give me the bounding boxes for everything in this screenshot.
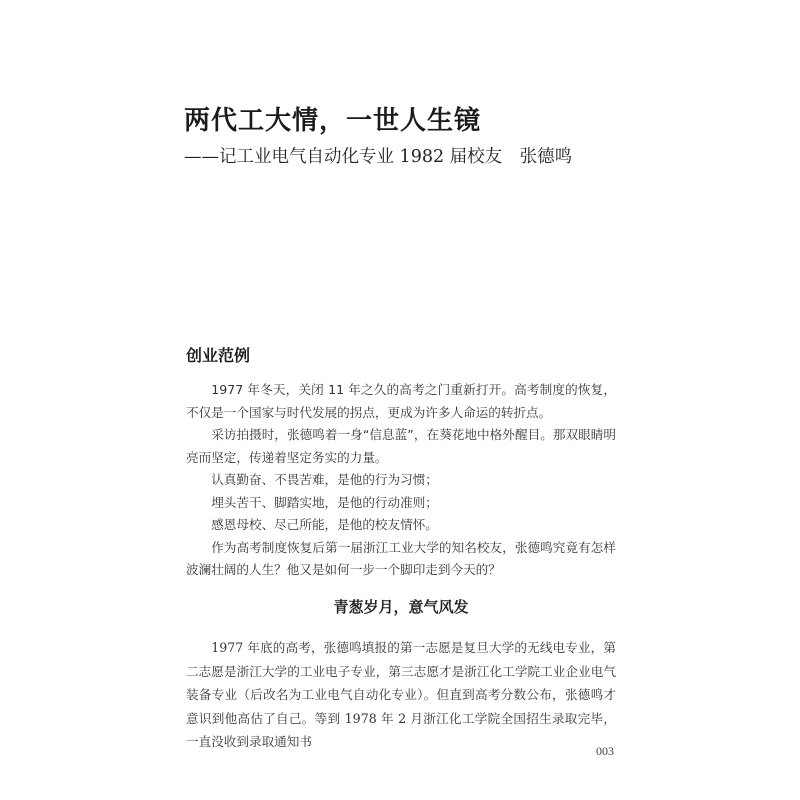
intro-text-block xyxy=(186,379,616,582)
body-text-block xyxy=(186,636,616,754)
section-heading-entrepreneurship: 创业范例 xyxy=(186,346,251,365)
article-title: 两代工大情，一世人生镜 xyxy=(184,106,482,136)
paragraph: 埋头苦干、脚踏实地，是他的行动准则； xyxy=(211,494,438,510)
article-subtitle: ——记工业电气自动化专业 1982 届校友 张德鸣 xyxy=(184,147,573,167)
paragraph: 1977 年冬天，关闭 11 年之久的高考之门重新打开。高考制度的恢复，不仅是一个国家与时代发展的拐点，更成为许多人命运的转折点。 xyxy=(186,382,616,420)
paragraph: 1977 年底的高考，张德鸣填报的第一志愿是复旦大学的无线电专业，第二志愿是浙江大学的工业电子专业，第三志愿才是浙江化工学院工业企业电气装备专业（后改名为工业电气自动化专业）。但直到高考分数公布，张德鸣才意识到他高估了自己。等到 1978 年 2 月浙江化工学院全国招生录取完毕，一直没收到录取通知书 xyxy=(186,640,616,749)
paragraph: 认真勤奋、不畏苦难，是他的行为习惯； xyxy=(211,472,438,487)
paragraph: 作为高考制度恢复后第一届浙江工业大学的知名校友，张德鸣究竟有怎样波澜壮阔的人生？他又是如何一步一个脚印走到今天的？ xyxy=(186,539,616,577)
paragraph: 采访拍摄时，张德鸣着一身“信息蓝”，在葵花地中格外醒目。那双眼睛明亮而坚定，传递着坚定务实的力量。 xyxy=(186,427,616,465)
paragraph: 感恩母校、尽己所能，是他的校友情怀。 xyxy=(211,517,438,532)
section-heading-youth: 青葱岁月，意气风发 xyxy=(333,598,469,616)
page-number: 003 xyxy=(596,744,614,758)
